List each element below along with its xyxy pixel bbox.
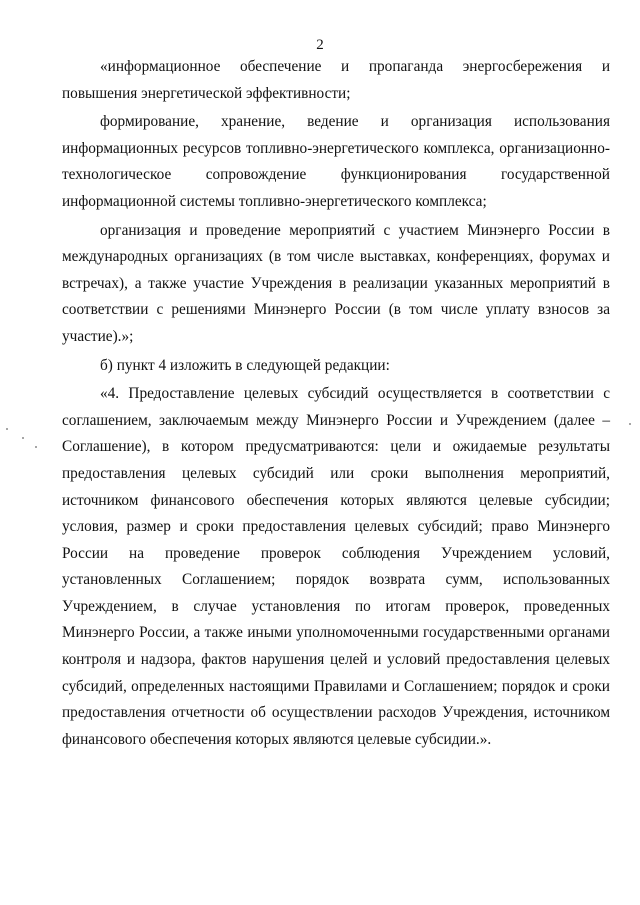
paragraph-clause-4: «4. Предоставление целевых субсидий осуществляется в соответствии с соглашением, заключаемым между Минэнерго России и Учреждением (далее – Соглашение), в котором предусматриваются: цели и ожидаемые результаты предоставления целевых субсидий или сроки выполнения мероприятий, источником финансового обеспечения которых являются целевые субсидии; условия, размер и сроки предоставления целевых субсидий; право Минэнерго России на проведение проверок соблюдения Учреждением условий, установленных Соглашением; порядок возврата сумм, использованных Учреждением, в случае установления по итогам проверок, проведенных Минэнерго России, а также иными уполномоченными государственными органами контроля и надзора, фактов нарушения целей и условий предоставления целевых субсидий, определенных настоящими Правилами и Соглашением; порядок и сроки предоставления отчетности об осуществлении расходов Учреждения, источником финансового обеспечения которых являются целевые субсидии.».: [62, 385, 610, 748]
paragraph-events: организация и проведение мероприятий с участием Минэнерго России в международных организациях (в том числе выставках, конференциях, форумах и встречах), а также участие Учреждения в реализации указанных мероприятий в соответствии с решениями Минэнерго России (в том числе уплату взносов за участие).»;: [62, 221, 610, 345]
scan-speck: [629, 423, 631, 425]
scan-speck: [22, 437, 24, 439]
paragraph-amendment-intro: б) пункт 4 изложить в следующей редакции:: [100, 356, 390, 374]
paragraph-info-resources: формирование, хранение, ведение и организация использования информационных ресурсов топливно-энергетического комплекса, организационно-технологическое сопровождение функционирования государственной информационной системы топливно-энергетического комплекса;: [62, 113, 610, 210]
paragraph-info-support: «информационное обеспечение и пропаганда энергосбережения и повышения энергетической эффективности;: [62, 58, 610, 102]
page-number: 2: [316, 37, 324, 53]
scan-speck: [35, 446, 37, 448]
scan-speck: [6, 428, 8, 430]
document-body: [62, 54, 610, 753]
